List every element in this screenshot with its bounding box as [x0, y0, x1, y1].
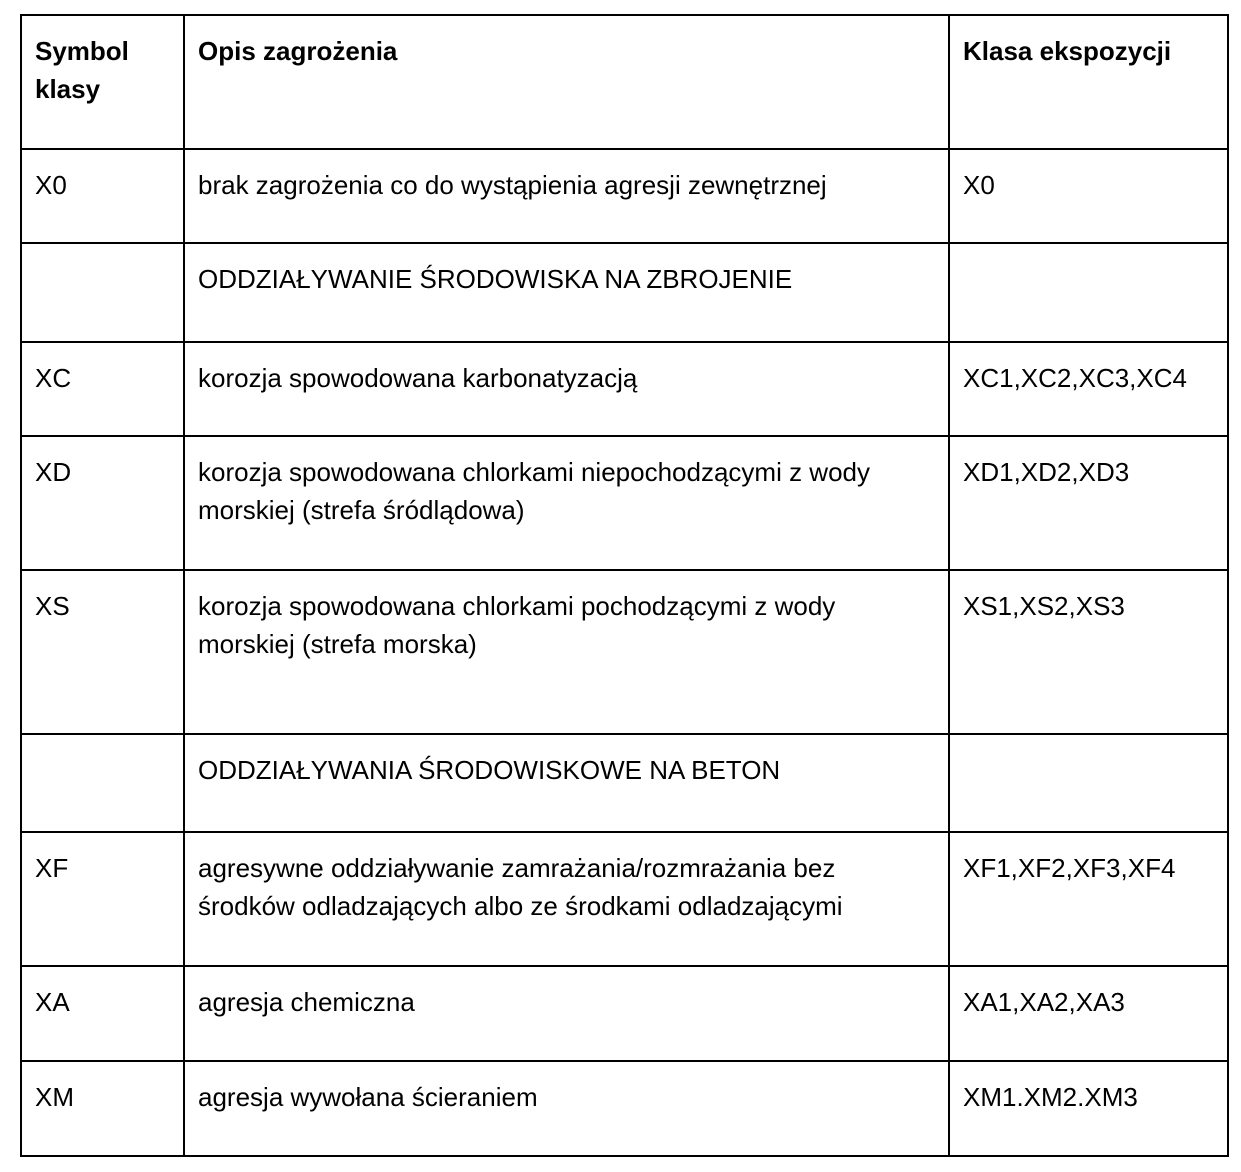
cell-symbol: XD	[21, 436, 184, 570]
cell-symbol: XC	[21, 342, 184, 436]
table-row	[21, 1061, 1228, 1156]
table-row	[21, 570, 1228, 734]
cell-description: korozja spowodowana chlorkami niepochodzącymi z wody morskiej (strefa śródlądowa)	[184, 436, 949, 570]
cell-section-title: ODDZIAŁYWANIE ŚRODOWISKA NA ZBROJENIE	[184, 243, 949, 342]
cell-description: agresja chemiczna	[184, 966, 949, 1061]
table-row-section-concrete	[21, 734, 1228, 832]
cell-exposure-class: XA1,XA2,XA3	[949, 966, 1228, 1061]
cell-exposure-class	[949, 243, 1228, 342]
cell-exposure-class: XM1.XM2.XM3	[949, 1061, 1228, 1156]
table-row	[21, 966, 1228, 1061]
cell-symbol: XM	[21, 1061, 184, 1156]
table-row-section-reinforcement	[21, 243, 1228, 342]
table-header-row	[21, 15, 1228, 149]
exposure-class-table	[20, 14, 1229, 1157]
table-row	[21, 149, 1228, 243]
cell-exposure-class: XD1,XD2,XD3	[949, 436, 1228, 570]
table-row	[21, 832, 1228, 966]
cell-symbol: XS	[21, 570, 184, 734]
header-description: Opis zagrożenia	[184, 15, 949, 149]
cell-description: korozja spowodowana karbonatyzacją	[184, 342, 949, 436]
header-symbol: Symbol klasy	[21, 15, 184, 149]
cell-symbol	[21, 734, 184, 832]
cell-description: brak zagrożenia co do wystąpienia agresji zewnętrznej	[184, 149, 949, 243]
cell-description: agresja wywołana ścieraniem	[184, 1061, 949, 1156]
cell-description: agresywne oddziaływanie zamrażania/rozmrażania bez środków odladzających albo ze środkami odladzającymi	[184, 832, 949, 966]
cell-exposure-class: XF1,XF2,XF3,XF4	[949, 832, 1228, 966]
cell-description: korozja spowodowana chlorkami pochodzącymi z wody morskiej (strefa morska)	[184, 570, 949, 734]
cell-section-title: ODDZIAŁYWANIA ŚRODOWISKOWE NA BETON	[184, 734, 949, 832]
cell-symbol	[21, 243, 184, 342]
table-row	[21, 436, 1228, 570]
cell-exposure-class	[949, 734, 1228, 832]
cell-symbol: XF	[21, 832, 184, 966]
cell-symbol: X0	[21, 149, 184, 243]
cell-symbol: XA	[21, 966, 184, 1061]
header-exposure-class: Klasa ekspozycji	[949, 15, 1228, 149]
cell-exposure-class: XC1,XC2,XC3,XC4	[949, 342, 1228, 436]
table-row	[21, 342, 1228, 436]
cell-exposure-class: XS1,XS2,XS3	[949, 570, 1228, 734]
cell-exposure-class: X0	[949, 149, 1228, 243]
